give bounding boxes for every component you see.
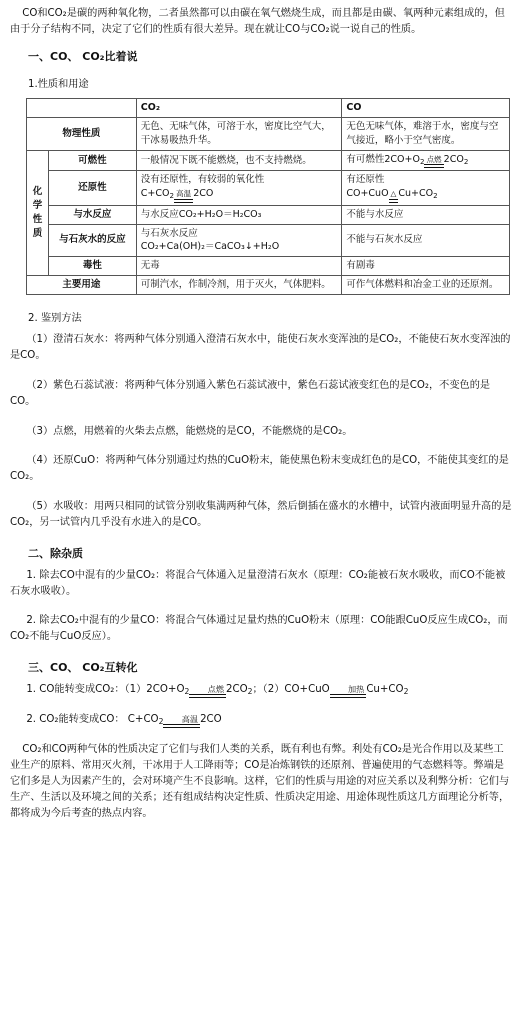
conversion-line-2: 2. CO₂能转变成CO： $C+CO_2$ 高温 2CO (10, 712, 512, 728)
row-label-reducibility: 还原性 (48, 171, 136, 205)
cell-toxic-co2: 无毒 (136, 257, 342, 276)
col-header-co: CO (342, 99, 510, 118)
table-corner (27, 99, 137, 118)
reduct-co2-text: 没有还原性，有较弱的氧化性 (140, 174, 265, 186)
table-row (27, 150, 510, 171)
table-row (27, 118, 510, 151)
table-row (27, 275, 510, 294)
cell-water-co2: 与水反应CO₂+H₂O＝H₂CO₃ (136, 205, 342, 224)
reduct-co-text: 有还原性 (346, 174, 385, 186)
table-header-row (27, 99, 510, 118)
cell-physical-co2: 无色、无味气体，可溶于水，密度比空气大，干冰易吸热升华。 (136, 118, 342, 151)
section1-subtitle-identification: 2. 鉴别方法 (28, 312, 82, 324)
row-label-combustibility: 可燃性 (48, 150, 136, 171)
cell-reduct-co (342, 171, 510, 205)
reaction-condition: 点燃 (424, 156, 443, 169)
combust-co-eq-post: 2CO (443, 153, 464, 165)
row-label-limewater-reaction: 与石灰水的反应 (48, 224, 136, 257)
method-item: （2）紫色石蕊试液：将两种气体分别通入紫色石蕊试液中，紫色石蕊试液变红色的是CO₂，不变色的是CO。 (10, 380, 491, 407)
cell-use-co: 可作气体燃料和冶金工业的还原剂。 (342, 275, 510, 294)
cell-physical-co: 无色无味气体，难溶于水，密度与空气接近，略小于空气密度。 (342, 118, 510, 151)
reduct-co-equation: CO+CuO △ $Cu+CO_2$ (346, 187, 505, 203)
row-label-water-reaction: 与水反应 (48, 205, 136, 224)
row-label-physical: 物理性质 (27, 118, 137, 151)
cell-combust-co: 有可燃性$2CO+O_2$ 点燃 $2CO_2$ (342, 150, 510, 171)
combust-co-eq-pre: 有可燃性2CO+O (346, 153, 420, 165)
properties-table (26, 98, 510, 294)
closing-paragraph: CO₂和CO两种气体的性质决定了它们与我们人类的关系，既有利也有弊。利处有CO₂是光合作用以及某些工业生产的原料、常用灭火剂，干冰用于人工降雨等；CO是冶炼钢铁的还原剂、普遍使用的气态燃料等。弊端是它们多是人为因素产生的，会对环境产生不良影响。这样，它们的性质与用途的对应关系以及利弊分析：它们与生产、生活以及环境之间的关系；还有组成结构决定性质、性质决定用途、用途体现性质这几方面理论分析等，都将成为今后考查的热点内容。 (10, 744, 510, 819)
cell-lime-co2: 与石灰水反应 CO₂+Ca(OH)₂＝CaCO₃↓+H₂O (136, 224, 342, 257)
reaction-condition: 点燃 (189, 685, 226, 698)
reaction-condition: △ (389, 190, 399, 203)
intro-paragraph: CO和CO₂是碳的两种氧化物，二者虽然都可以由碳在氧气燃烧生成，而且都是由碳、氧两种元素组成的，但由于分子结构不同，决定了它们的性质有很大差异。现在就让CO与CO₂说一说自己的性质。 (10, 8, 505, 35)
cell-use-co2: 可制汽水，作制冷剂，用于灭火，气体肥料。 (136, 275, 342, 294)
reaction-condition: 高温 (174, 190, 193, 203)
cell-lime-co: 不能与石灰水反应 (342, 224, 510, 257)
method-item: （3）点燃，用燃着的火柴去点燃，能燃烧的是CO，不能燃烧的是CO₂。 (26, 425, 353, 437)
conversion-line-1: 1. CO能转变成CO₂：$(1)2CO+O_2$ 点燃 $2CO_2$；（2）CO+CuO 加热 $Cu+CO_2$ (10, 682, 512, 698)
section3-title: 三、CO、 CO₂互转化 (28, 660, 138, 674)
reaction-condition: 高温 (163, 715, 200, 728)
row-label-chemical: 化学性质 (27, 150, 49, 275)
reaction-condition: 加热 (330, 685, 367, 698)
table-row (27, 205, 510, 224)
table-row (27, 257, 510, 276)
cell-water-co: 不能与水反应 (342, 205, 510, 224)
method-item: （5）水吸收：用两只相同的试管分别收集满两种气体，然后倒插在盛水的水槽中，试管内液面明显升高的是CO₂，另一试管内几乎没有水进入的是CO。 (10, 501, 512, 528)
row-label-toxicity: 毒性 (48, 257, 136, 276)
section2-title: 二、除杂质 (28, 546, 83, 560)
section1-title: 一、CO、 CO₂比着说 (28, 49, 138, 63)
cell-toxic-co: 有剧毒 (342, 257, 510, 276)
table-row (27, 171, 510, 205)
method-item: （1）澄清石灰水：将两种气体分别通入澄清石灰水中，能使石灰水变浑浊的是CO₂，不能使石灰水变浑浊的是CO。 (10, 334, 511, 362)
col-header-co2: CO₂ (136, 99, 342, 118)
cell-combust-co2: 一般情况下既不能燃烧，也不支持燃烧。 (136, 150, 342, 171)
cell-reduct-co2 (136, 171, 342, 205)
method-item: （4）还原CuO：将两种气体分别通过灼热的CuO粉末，能使黑色粉末变成红色的是CO，不能使其变红的是CO₂。 (10, 455, 509, 483)
impurity-item: 2. 除去CO₂中混有的少量CO：将混合气体通过足量灼热的CuO粉末（原理：CO能跟CuO反应生成CO₂，而CO₂不能与CuO反应）。 (10, 615, 508, 643)
table-row (27, 224, 510, 257)
impurity-item: 1. 除去CO中混有的少量CO₂：将混合气体通入足量澄清石灰水（原理：CO₂能被石灰水吸收，而CO不能被石灰水吸收）。 (10, 569, 506, 597)
row-label-uses: 主要用途 (27, 275, 137, 294)
section1-subtitle-properties: 1.性质和用途 (28, 78, 89, 90)
reduct-co2-equation: $C+CO_2$ 高温 2CO (141, 187, 338, 203)
